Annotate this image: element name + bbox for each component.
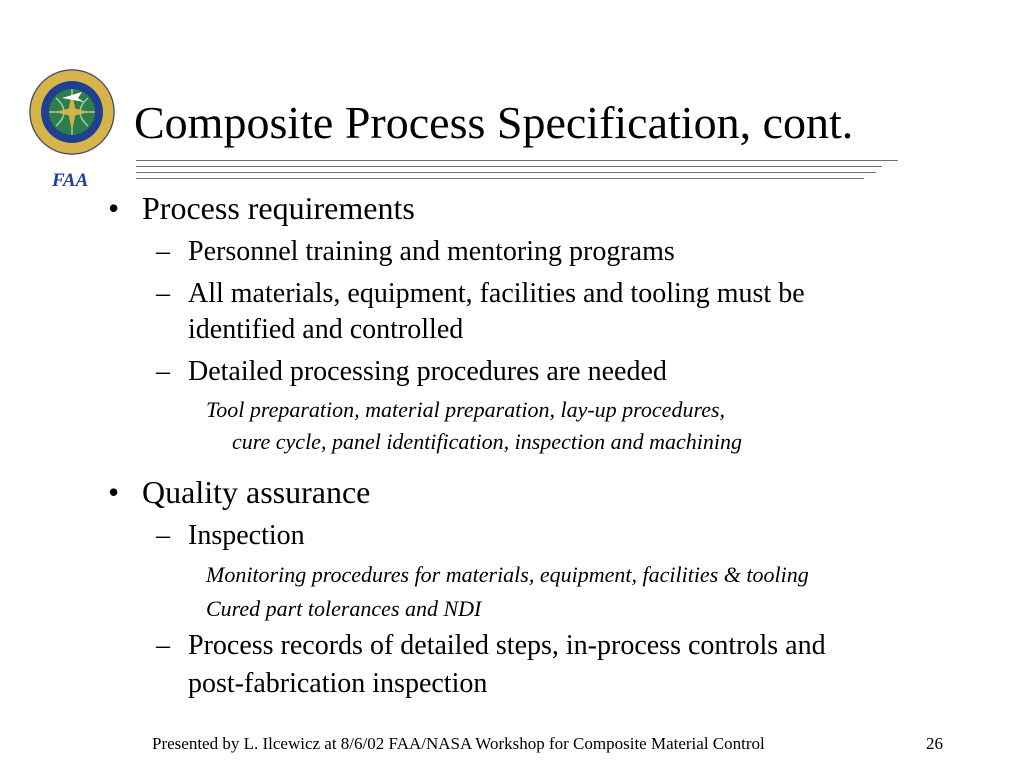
- title-rule-4: [136, 178, 864, 179]
- dash-marker: –: [156, 356, 170, 387]
- faa-seal-logo: [28, 68, 116, 156]
- section-heading: Quality assurance: [142, 474, 371, 510]
- title-rule-1: [136, 160, 898, 161]
- page-number: 26: [926, 734, 943, 753]
- list-item: Inspection: [188, 520, 305, 551]
- faa-label: FAA: [52, 170, 89, 191]
- bullet-marker: •: [108, 190, 120, 226]
- dash-marker: –: [156, 236, 170, 267]
- slide-title: Composite Process Specification, cont.: [134, 97, 854, 148]
- detail-note: Tool preparation, material preparation, lay-up procedures,: [206, 397, 726, 422]
- detail-note: Monitoring procedures for materials, equipment, facilities & tooling: [206, 562, 809, 587]
- dash-marker: –: [156, 630, 170, 661]
- list-item: Detailed processing procedures are needed: [188, 356, 667, 387]
- list-item: All materials, equipment, facilities and tooling must be: [188, 278, 805, 309]
- section-heading: Process requirements: [142, 190, 415, 226]
- list-item-continuation: post-fabrication inspection: [188, 668, 488, 699]
- bullet-marker: •: [108, 474, 120, 510]
- list-item: Process records of detailed steps, in-process controls and: [188, 630, 826, 661]
- detail-note: cure cycle, panel identification, inspection and machining: [232, 429, 742, 454]
- title-rule-2: [136, 166, 882, 167]
- dash-marker: –: [156, 278, 170, 309]
- dash-marker: –: [156, 520, 170, 551]
- slide-footer: Presented by L. Ilcewicz at 8/6/02 FAA/NASA Workshop for Composite Material Control: [152, 734, 765, 753]
- list-item: Personnel training and mentoring programs: [188, 236, 675, 267]
- list-item-continuation: identified and controlled: [188, 314, 464, 345]
- title-rule-3: [136, 172, 876, 173]
- detail-note: Cured part tolerances and NDI: [206, 596, 482, 621]
